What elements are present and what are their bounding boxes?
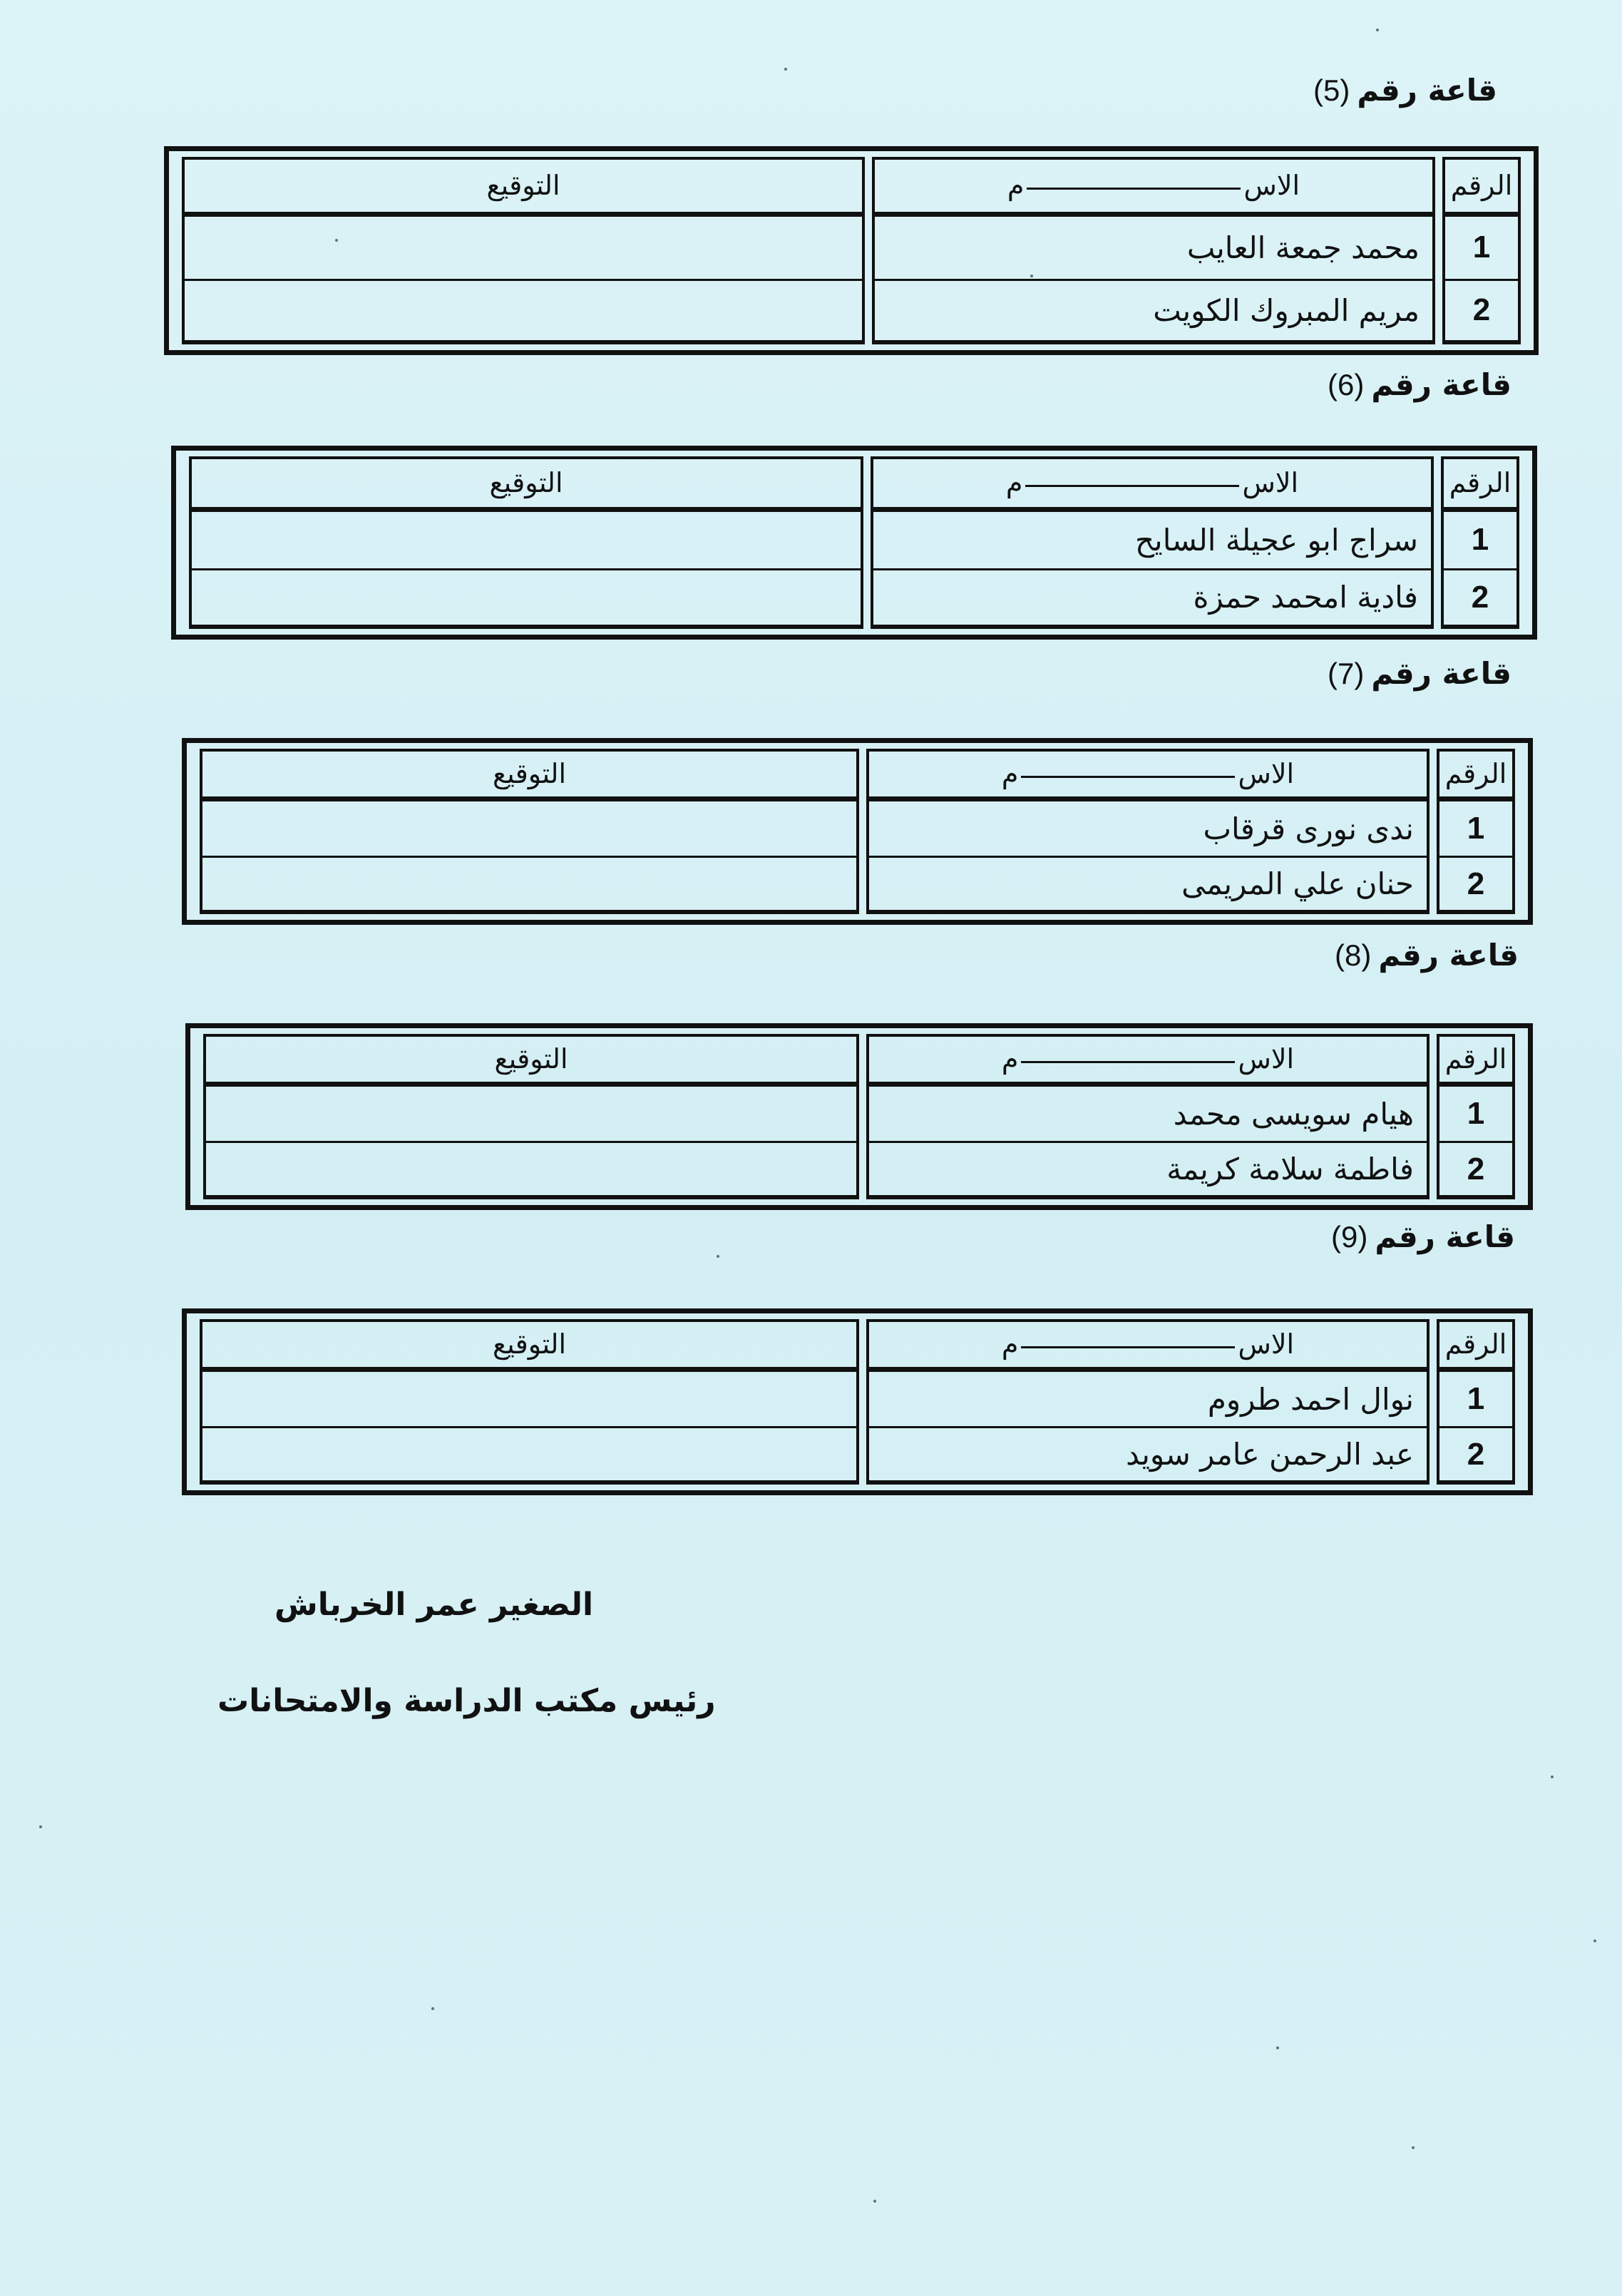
hall-title <box>1335 938 1519 973</box>
table-row <box>200 1428 1515 1485</box>
header-name-stroke <box>1021 776 1235 778</box>
table-row <box>203 1087 1515 1143</box>
table-row <box>182 217 1521 280</box>
hall-title <box>1331 1219 1515 1254</box>
table-header-row <box>203 1034 1515 1087</box>
hall-table-frame <box>164 146 1539 355</box>
row-number: 1 <box>1442 217 1521 280</box>
hall-table <box>196 1034 1522 1199</box>
hall-table <box>193 749 1522 914</box>
hall-title <box>1328 656 1511 691</box>
header-number: الرقم <box>1442 157 1521 217</box>
scan-speck <box>717 1255 719 1258</box>
hall-table <box>193 1319 1522 1485</box>
header-name-right: م <box>1001 1045 1019 1075</box>
row-signature-field[interactable] <box>200 1428 859 1485</box>
header-number: الرقم <box>1437 1034 1515 1087</box>
row-number: 2 <box>1437 858 1515 914</box>
hall-title-label: قاعة رقم <box>1371 656 1511 691</box>
scan-speck <box>784 68 787 71</box>
row-number: 1 <box>1437 1372 1515 1428</box>
table-row <box>200 858 1515 914</box>
header-name-right: م <box>1001 1330 1019 1360</box>
hall-table-frame <box>185 1023 1533 1210</box>
header-name-stroke <box>1025 485 1239 487</box>
hall-number: (9) <box>1330 1220 1368 1254</box>
table-row <box>189 512 1519 570</box>
header-signature: التوقيع <box>200 1319 859 1372</box>
hall-section-6 <box>171 360 1540 645</box>
header-signature: التوقيع <box>200 749 859 801</box>
row-number: 2 <box>1441 570 1519 629</box>
row-number: 1 <box>1437 801 1515 858</box>
row-signature-field[interactable] <box>182 281 865 344</box>
header-signature: التوقيع <box>189 456 863 512</box>
row-name: نوال احمد طروم <box>866 1372 1429 1428</box>
header-name-left: الاس <box>1238 759 1295 790</box>
header-number: الرقم <box>1437 1319 1515 1372</box>
row-number: 2 <box>1442 281 1521 344</box>
hall-number: (8) <box>1334 938 1372 972</box>
row-name: سراج ابو عجيلة السايح <box>871 512 1434 570</box>
row-signature-field[interactable] <box>189 570 863 629</box>
row-name: حنان علي المريمى <box>866 858 1429 914</box>
header-name <box>872 157 1435 217</box>
row-signature-field[interactable] <box>182 217 865 280</box>
hall-table <box>182 456 1526 629</box>
row-signature-field[interactable] <box>200 801 859 858</box>
header-name <box>871 456 1434 512</box>
table-row <box>200 801 1515 858</box>
row-number: 2 <box>1437 1143 1515 1199</box>
hall-section-8 <box>185 934 1554 1219</box>
hall-table <box>175 157 1528 344</box>
header-name-right: م <box>1001 759 1019 790</box>
row-name: ندى نورى قرقاب <box>866 801 1429 858</box>
header-name-stroke <box>1021 1346 1235 1348</box>
scan-speck <box>1376 29 1379 31</box>
hall-title <box>1313 73 1497 108</box>
row-name: مريم المبروك الكويت <box>872 281 1435 344</box>
row-signature-field[interactable] <box>203 1087 859 1143</box>
signatory-title: رئيس مكتب الدراسة والامتحانات <box>217 1683 716 1719</box>
scan-speck <box>39 1825 42 1828</box>
header-name-left: الاس <box>1243 171 1300 202</box>
hall-title-label: قاعة رقم <box>1371 367 1511 402</box>
table-row <box>182 281 1521 344</box>
scan-speck <box>873 2200 876 2203</box>
row-signature-field[interactable] <box>200 858 859 914</box>
header-name <box>866 1034 1429 1087</box>
hall-title-label: قاعة رقم <box>1375 1219 1515 1254</box>
header-name-stroke <box>1027 188 1241 190</box>
header-name-left: الاس <box>1238 1330 1295 1360</box>
row-number: 2 <box>1437 1428 1515 1485</box>
table-header-row <box>182 157 1521 217</box>
table-row <box>203 1143 1515 1199</box>
signatory-name: الصغير عمر الخرباش <box>274 1587 594 1623</box>
hall-title <box>1328 367 1511 402</box>
row-signature-field[interactable] <box>203 1143 859 1199</box>
table-header-row <box>200 1319 1515 1372</box>
scan-speck <box>1593 1939 1596 1942</box>
scan-speck <box>431 2007 434 2010</box>
scan-speck <box>1030 275 1033 277</box>
scan-speck <box>1412 2146 1415 2149</box>
header-signature: التوقيع <box>203 1034 859 1087</box>
header-name-stroke <box>1021 1061 1235 1063</box>
header-name <box>866 1319 1429 1372</box>
table-header-row <box>189 456 1519 512</box>
row-name: فادية امحمد حمزة <box>871 570 1434 629</box>
row-signature-field[interactable] <box>200 1372 859 1428</box>
hall-number: (6) <box>1327 368 1365 401</box>
row-number: 1 <box>1441 512 1519 570</box>
table-row <box>200 1372 1515 1428</box>
hall-table-frame <box>182 1308 1533 1495</box>
header-number: الرقم <box>1441 456 1519 512</box>
scan-speck <box>1551 1775 1554 1778</box>
header-signature: التوقيع <box>182 157 865 217</box>
table-header-row <box>200 749 1515 801</box>
row-signature-field[interactable] <box>189 512 863 570</box>
hall-title-label: قاعة رقم <box>1378 938 1519 973</box>
scan-speck <box>1276 2046 1279 2049</box>
row-number: 1 <box>1437 1087 1515 1143</box>
header-name <box>866 749 1429 801</box>
hall-table-frame <box>182 738 1533 925</box>
hall-section-9 <box>182 1216 1551 1501</box>
header-name-right: م <box>1007 171 1025 202</box>
row-name: عبد الرحمن عامر سويد <box>866 1428 1429 1485</box>
hall-number: (7) <box>1327 657 1365 690</box>
hall-section-5 <box>164 71 1533 357</box>
hall-number: (5) <box>1313 73 1350 107</box>
header-number: الرقم <box>1437 749 1515 801</box>
header-name-left: الاس <box>1238 1045 1295 1075</box>
header-name-right: م <box>1005 468 1023 498</box>
row-name: محمد جمعة العايب <box>872 217 1435 280</box>
row-name: فاطمة سلامة كريمة <box>866 1143 1429 1199</box>
header-name-left: الاس <box>1242 468 1299 498</box>
hall-table-frame <box>171 446 1537 640</box>
hall-title-label: قاعة رقم <box>1357 73 1497 108</box>
row-name: هيام سويسى محمد <box>866 1087 1429 1143</box>
hall-section-7 <box>182 649 1551 934</box>
table-row <box>189 570 1519 629</box>
scan-speck <box>335 239 338 242</box>
